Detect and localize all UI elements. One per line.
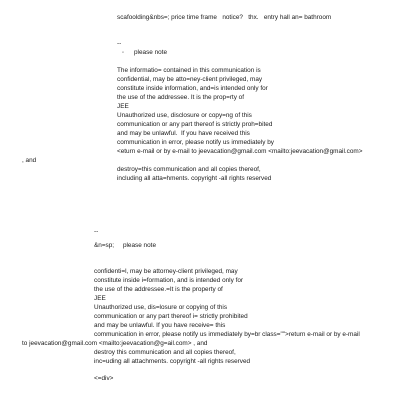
email-line: confidential, may be atto=ney-client privileged, may	[117, 76, 263, 83]
bullet-icon: ◦	[122, 50, 125, 56]
email-line: communication or any part thereof i= strictly prohibited	[94, 313, 248, 320]
email-line: the use of the addressee. It is the prop=rty of	[117, 94, 245, 101]
email-line: <eturn e-mail or by e-mail to jeevacation@gmail.com <mailto:jeevacation@gmail.com>	[117, 148, 363, 155]
email-line: destroy=this communication and all copies thereof,	[117, 166, 261, 173]
email-line: inc=uding all attachments. copyright -all rights reserved	[94, 358, 251, 365]
email-line: please note	[134, 49, 168, 56]
email-line: JEE	[117, 103, 129, 110]
email-line: and may be unlawful. If you have receive= this	[94, 322, 226, 329]
email-line: including all atta=hments. copyright -all rights reserved	[117, 175, 272, 182]
email-line: <=div>	[94, 375, 114, 382]
email-line: destroy this communication and all copies thereof,	[94, 349, 236, 356]
email-line: to jeevacation@gmail.com <mailto:jeevacation@g=ail.com> , and	[22, 340, 208, 347]
email-line: confidenti=l, may be attorney-client privileged, may	[94, 268, 238, 275]
email-line: JEE	[94, 295, 106, 302]
signature-separator: --	[117, 40, 122, 47]
email-line: scafoolding&nbs=; price time frame notice? thx. entry hall an= bathroom	[117, 14, 332, 21]
email-line: the use of the addressee.=It is the property of	[94, 286, 223, 293]
email-line: , and	[22, 157, 37, 164]
email-line: The informatio= contained in this communication is	[117, 67, 261, 74]
email-line: and may be unlawful. If you have received this	[117, 130, 250, 137]
email-line: Unauthorized use, disclosure or copy=ng of this	[117, 112, 252, 119]
email-line: &n=sp; please note	[94, 242, 156, 249]
email-line: communication in error, please notify us immediately by=br class="">return e-mail or by e-mail	[94, 331, 360, 338]
signature-separator: --	[94, 228, 99, 235]
email-line: communication in error, please notify us immediately by	[117, 139, 274, 146]
email-line: constitute inside i=formation, and is intended only for	[94, 277, 244, 284]
email-line: constitute inside information, and=is intended only for	[117, 85, 268, 92]
email-line: communication or any part thereof is strictly proh=bited	[117, 121, 273, 128]
email-line: Unauthorized use, dis=losure or copying of this	[94, 304, 228, 311]
